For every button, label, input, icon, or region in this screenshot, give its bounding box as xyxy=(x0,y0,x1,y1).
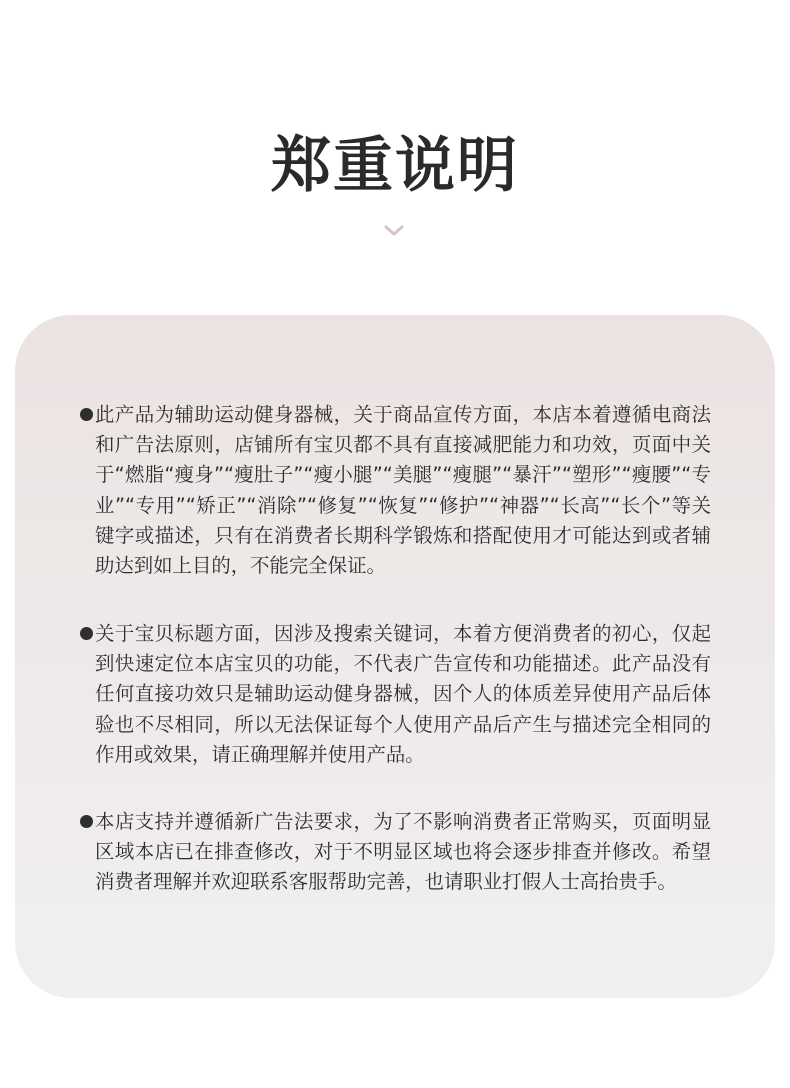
page-title: 郑重说明 xyxy=(271,131,519,201)
bullet-icon xyxy=(80,627,93,640)
notice-item xyxy=(95,619,711,770)
notice-text: 关于宝贝标题方面，因涉及搜索关键词，本着方便消费者的初心，仅起到快速定位本店宝贝的功能，不代表广告宣传和功能描述。此产品没有任何直接功效只是辅助运动健身器械，因个人的体质差异使用产品后体验也不尽相同，所以无法保证每个人使用产品后产生与描述完全相同的作用或效果，请正确理解并使用产品。 xyxy=(95,622,711,766)
notice-card xyxy=(15,315,775,998)
notice-item xyxy=(95,807,711,898)
notice-text: 本店支持并遵循新广告法要求，为了不影响消费者正常购买，页面明显区域本店已在排查修改，对于不明显区域也将会逐步排查并修改。希望消费者理解并欢迎联系客服帮助完善，也请职业打假人士高抬贵手。 xyxy=(95,810,711,894)
notice-item xyxy=(95,400,711,581)
bullet-icon xyxy=(80,408,93,421)
notice-text: 此产品为辅助运动健身器械，关于商品宣传方面，本店本着遵循电商法和广告法原则，店铺所有宝贝都不具有直接减肥能力和功效，页面中关于“燃脂“瘦身”“瘦肚子”“瘦小腿”“美腿”“瘦腿”“暴汗”“塑形”“瘦腰”“专业”“专用”“矫正”“消除”“修复”“恢复”“修护”“神器”“长高”“长个”等关键字或描述，只有在消费者长期科学锻炼和搭配使用才可能达到或者辅助达到如上目的，不能完全保证。 xyxy=(95,403,711,578)
bullet-icon xyxy=(80,815,93,828)
chevron-down-icon xyxy=(384,222,404,238)
